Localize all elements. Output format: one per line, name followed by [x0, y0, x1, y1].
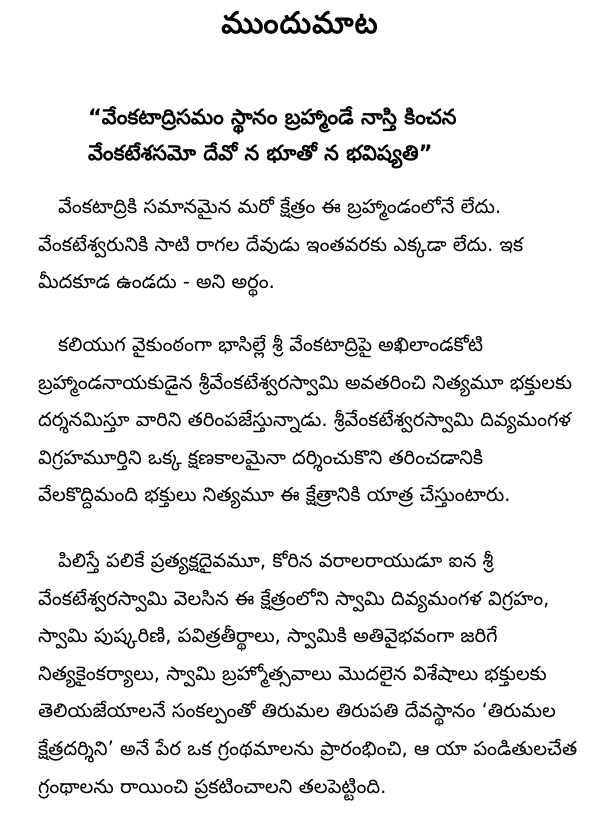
paragraph-3 — [38, 542, 586, 805]
paragraph-2 — [38, 326, 586, 514]
paragraph-line: నిత్యకైంకర్యాలు, స్వామి బ్రహ్మోత్సవాలు మొదలైన విశేషాలు భక్తులకు — [38, 661, 547, 685]
paragraph-line: కలియుగ వైకుంఠంగా భాసిల్లే శ్రీ వేంకటాద్రిపై అఖిలాండకోటి — [58, 333, 484, 356]
paragraph-line: దర్శనమిస్తూ వారిని తరింపజేస్తున్నాడు. శ్రీవేంకటేశ్వరస్వామి దివ్యమంగళ — [38, 408, 571, 432]
paragraph-line: బ్రహ్మాండనాయకుడైన శ్రీవేంకటేశ్వరస్వామి అవతరించి నిత్యమూ భక్తులకు — [38, 370, 573, 394]
paragraph-line: వేంకటేశ్వరస్వామి వెలసిన ఈ క్షేత్రంలోని స్వామి దివ్యమంగళ విగ్రహం, — [38, 586, 550, 610]
verse-line-1: “వేంకటాద్రిసమం స్థానం బ్రహ్మాండే నాస్తి కించన — [88, 105, 457, 129]
paragraph-line: వేంకటేశ్వరునికి సాటి రాగల దేవుడు ఇంతవరకు ఎక్కడా లేదు. ఇక — [38, 232, 524, 256]
page-title: ముందుమాట — [221, 6, 379, 41]
paragraph-line: స్వామి పుష్కరిణి, పవిత్రతీర్థాలు, స్వామికి అతివైభవంగా జరిగే — [38, 624, 498, 648]
verse-line-2: వేంకటేశసమో దేవో న భూతో న భవిష్యతి” — [88, 141, 433, 165]
paragraph-line: పిలిస్తే పలికే ప్రత్యక్షదైవమూ, కోరిన వరాలరాయుడూ ఐన శ్రీ — [58, 549, 494, 572]
paragraph-line: గ్రంథాలను రాయించి ప్రకటించాలని తలపెట్టింది. — [38, 774, 387, 798]
paragraph-line: వేలకొద్దిమంది భక్తులు నిత్యమూ ఈ క్షేత్రానికి యాత్ర చేస్తుంటారు. — [38, 483, 511, 507]
paragraph-line: వేంకటాద్రికి సమానమైన మరో క్షేత్రం ఈ బ్రహ్మాండంలోనే లేదు. — [58, 195, 502, 218]
paragraph-1 — [38, 188, 586, 301]
paragraph-line: క్షేత్రదర్శిని’ అనే పేర ఒక గ్రంథమాలను ప్రారంభించి, ఆ యా పండితులచేత — [38, 736, 578, 760]
paragraph-line: మీదకూడ ఉండదు - అని అర్థం. — [38, 270, 275, 294]
paragraph-line: తెలియజేయాలనే సంకల్పంతో తిరుమల తిరుపతి దేవస్థానం ‘తిరుమల — [38, 699, 556, 723]
paragraph-line: విగ్రహమూర్తిని ఒక్క క్షణకాలమైనా దర్శించుకొని తరించడానికి — [38, 445, 484, 469]
